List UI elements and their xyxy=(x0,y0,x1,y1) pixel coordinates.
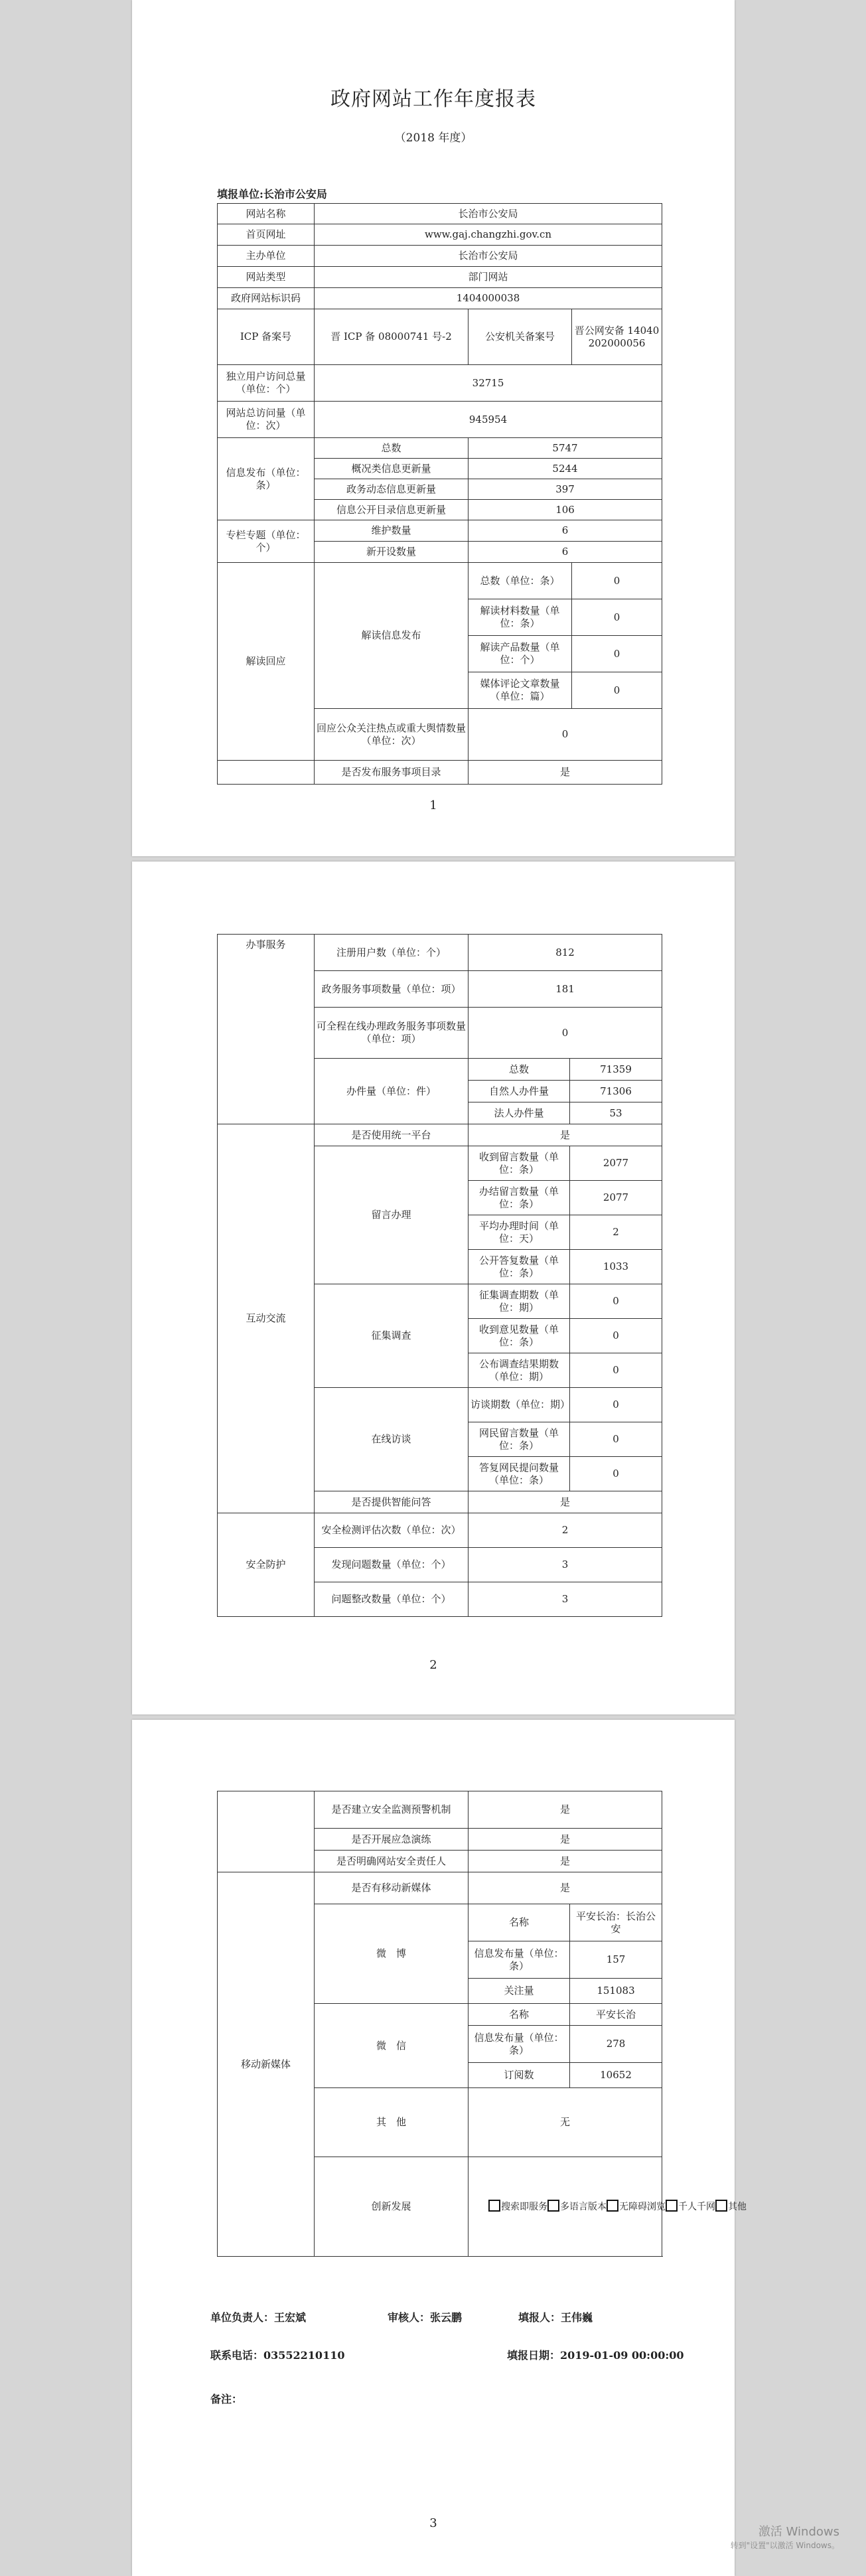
innovation-option[interactable] xyxy=(547,2202,607,2212)
field-label: 办件量（单位：件） xyxy=(315,1059,469,1124)
value-cell: 0 xyxy=(572,636,662,672)
field-label: 解读材料数量（单位：条） xyxy=(469,599,572,636)
field-label: 征集调查期数（单位：期） xyxy=(469,1284,570,1319)
value-cell: 2077 xyxy=(570,1181,662,1215)
filing-unit: 填报单位:长治市公安局 xyxy=(217,188,327,200)
field-label: 是否使用统一平台 xyxy=(315,1124,469,1146)
field-label: 名称 xyxy=(469,2004,570,2026)
value-cell: 0 xyxy=(570,1319,662,1353)
field-label: 信息公开目录信息更新量 xyxy=(315,500,469,520)
field-label: 回应公众关注热点或重大舆情数量（单位：次） xyxy=(315,709,469,761)
field-label: 总数 xyxy=(315,438,469,459)
value-cell: 5244 xyxy=(469,459,662,479)
option-label: 搜索即服务 xyxy=(501,2202,547,2213)
table-row xyxy=(218,1124,662,1146)
field-label: 网站总访问量（单位：次） xyxy=(218,402,315,438)
field-label: 公布调查结果期数（单位：期） xyxy=(469,1353,570,1388)
checkbox[interactable] xyxy=(666,2200,678,2212)
checkbox[interactable] xyxy=(488,2200,500,2212)
value-cell: 278 xyxy=(570,2026,662,2063)
value-cell: 平安长治：长治公安 xyxy=(570,1904,662,1941)
page-number: 1 xyxy=(429,798,437,812)
field-label: 网站名称 xyxy=(218,204,315,224)
field-label: 可全程在线办理政务服务事项数量（单位：项） xyxy=(315,1008,469,1059)
section-label: 专栏专题（单位：个） xyxy=(218,520,315,563)
innovation-options xyxy=(469,2157,747,2257)
section-label: 信息发布（单位：条） xyxy=(218,438,315,520)
value-cell: 平安长治 xyxy=(570,2004,662,2026)
field-label: 维护数量 xyxy=(315,520,469,542)
option-label: 无障碍浏览 xyxy=(619,2202,666,2213)
empty-cell xyxy=(218,1791,315,1872)
table-row xyxy=(218,520,662,542)
value-cell: 3 xyxy=(469,1548,662,1582)
value-cell: 是 xyxy=(469,1829,662,1851)
option-label: 其他 xyxy=(728,2202,747,2213)
field-label: 留言办理 xyxy=(315,1146,469,1284)
section-label: 办事服务 xyxy=(218,935,315,1124)
icp-value: 晋 ICP 备 08000741 号-2 xyxy=(315,309,469,365)
field-label: 办结留言数量（单位：条） xyxy=(469,1181,570,1215)
table-row xyxy=(218,563,662,599)
report-page-1 xyxy=(132,0,735,856)
field-label: 安全检测评估次数（单位：次） xyxy=(315,1513,469,1548)
section-label: 解读回应 xyxy=(218,563,315,761)
report-page-3 xyxy=(132,1720,747,2576)
field-label: 访谈期数（单位：期） xyxy=(469,1388,570,1422)
value-cell: 3 xyxy=(469,1582,662,1617)
field-label: 政府网站标识码 xyxy=(218,288,315,309)
site-type-value: 部门网站 xyxy=(315,267,662,288)
field-label: 公安机关备案号 xyxy=(469,309,572,365)
field-label: 概况类信息更新量 xyxy=(315,459,469,479)
contact-phone: 联系电话：03552210110 xyxy=(210,2349,345,2362)
unit-head: 单位负责人：王宏斌 xyxy=(210,2311,307,2324)
value-cell: 181 xyxy=(469,971,662,1008)
total-visits-value: 945954 xyxy=(315,402,662,438)
value-cell: 0 xyxy=(570,1422,662,1457)
field-label: 主办单位 xyxy=(218,246,315,267)
site-name-value: 长治市公安局 xyxy=(315,204,662,224)
value-cell: 是 xyxy=(469,1491,662,1513)
section-label: 创新发展 xyxy=(315,2157,469,2257)
site-id-value: 1404000038 xyxy=(315,288,662,309)
value-cell: 是 xyxy=(469,1851,662,1872)
value-cell: 6 xyxy=(469,520,662,542)
report-page-2 xyxy=(132,862,735,1714)
field-label: 注册用户数（单位：个） xyxy=(315,935,469,971)
field-label: 收到留言数量（单位：条） xyxy=(469,1146,570,1181)
field-label: 关注量 xyxy=(469,1979,570,2004)
field-label: 订阅数 xyxy=(469,2063,570,2088)
field-label: 其 他 xyxy=(315,2088,469,2157)
field-label: 公开答复数量（单位：条） xyxy=(469,1250,570,1284)
field-label: 名称 xyxy=(469,1904,570,1941)
wechat-label: 微 信 xyxy=(315,2004,469,2088)
field-label: 总数（单位：条） xyxy=(469,563,572,599)
field-label: 信息发布量（单位：条） xyxy=(469,2026,570,2063)
value-cell: 2077 xyxy=(570,1146,662,1181)
value-cell: 2 xyxy=(469,1513,662,1548)
field-label: 解读产品数量（单位：个） xyxy=(469,636,572,672)
value-cell: 0 xyxy=(572,599,662,636)
section-label: 移动新媒体 xyxy=(218,1872,315,2257)
value-cell: 71306 xyxy=(570,1081,662,1102)
table-row xyxy=(218,1872,662,1904)
innovation-option[interactable] xyxy=(607,2202,666,2212)
reviewer: 审核人：张云鹏 xyxy=(388,2311,463,2324)
table-row xyxy=(218,246,662,267)
field-label: 是否开展应急演练 xyxy=(315,1829,469,1851)
basic-info-table xyxy=(217,203,662,785)
value-cell: 0 xyxy=(570,1457,662,1491)
value-cell: 151083 xyxy=(570,1979,662,2004)
weibo-label: 微 博 xyxy=(315,1904,469,2004)
field-label: 收到意见数量（单位：条） xyxy=(469,1319,570,1353)
table-row xyxy=(218,365,662,402)
value-cell: 1033 xyxy=(570,1250,662,1284)
value-cell: 是 xyxy=(469,761,662,785)
value-cell: 0 xyxy=(570,1353,662,1388)
field-label: 是否提供智能问答 xyxy=(315,1491,469,1513)
field-label: 独立用户访问总量（单位：个） xyxy=(218,365,315,402)
field-label: 平均办理时间（单位：天） xyxy=(469,1215,570,1250)
table-row xyxy=(218,935,662,971)
value-cell: 10652 xyxy=(570,2063,662,2088)
field-label: 是否发布服务事项目录 xyxy=(315,761,469,785)
value-cell: 71359 xyxy=(570,1059,662,1081)
field-label: 问题整改数量（单位：个） xyxy=(315,1582,469,1617)
fill-date: 填报日期：2019-01-09 00:00:00 xyxy=(507,2349,684,2362)
field-label: 首页网址 xyxy=(218,224,315,246)
checkbox[interactable] xyxy=(715,2200,727,2212)
value-cell: 0 xyxy=(572,672,662,709)
psb-value: 晋公网安备 14040202000056 xyxy=(572,309,662,365)
activation-watermark-title: 激活 Windows xyxy=(758,2525,839,2539)
value-cell: 397 xyxy=(469,479,662,500)
activation-watermark-text: 转到"设置"以激活 Windows。 xyxy=(730,2541,839,2550)
field-label: 征集调查 xyxy=(315,1284,469,1388)
table-row xyxy=(218,1791,662,1829)
value-cell: 0 xyxy=(572,563,662,599)
field-label: 发现问题数量（单位：个） xyxy=(315,1548,469,1582)
value-cell: 157 xyxy=(570,1941,662,1979)
value-cell: 是 xyxy=(469,1791,662,1829)
field-label: 自然人办件量 xyxy=(469,1081,570,1102)
field-label: 法人办件量 xyxy=(469,1102,570,1124)
table-row xyxy=(218,224,662,246)
field-label: 网民留言数量（单位：条） xyxy=(469,1422,570,1457)
unique-visitors-value: 32715 xyxy=(315,365,662,402)
field-label: 信息发布量（单位：条） xyxy=(469,1941,570,1979)
field-label: 答复网民提问数量（单位：条） xyxy=(469,1457,570,1491)
field-label: 新开设数量 xyxy=(315,542,469,563)
table-row xyxy=(218,402,662,438)
value-cell: 53 xyxy=(570,1102,662,1124)
field-label: 媒体评论文章数量（单位：篇） xyxy=(469,672,572,709)
page-number: 2 xyxy=(429,1658,437,1672)
page-number: 3 xyxy=(429,2516,437,2530)
report-title: 政府网站工作年度报表 xyxy=(330,88,536,111)
value-cell: 6 xyxy=(469,542,662,563)
table-row xyxy=(218,288,662,309)
value-cell: 2 xyxy=(570,1215,662,1250)
field-label: 是否明确网站安全责任人 xyxy=(315,1851,469,1872)
field-label: 是否建立安全监测预警机制 xyxy=(315,1791,469,1829)
table-row xyxy=(218,267,662,288)
field-label: 解读信息发布 xyxy=(315,563,469,709)
table-row xyxy=(218,204,662,224)
value-cell: 106 xyxy=(469,500,662,520)
value-cell: 0 xyxy=(570,1388,662,1422)
value-cell: 是 xyxy=(469,1872,662,1904)
innovation-option[interactable] xyxy=(666,2202,715,2212)
remark: 备注： xyxy=(210,2393,243,2405)
value-cell: 是 xyxy=(469,1124,662,1146)
sponsor-value: 长治市公安局 xyxy=(315,246,662,267)
checkbox[interactable] xyxy=(547,2200,559,2212)
empty-cell xyxy=(218,761,315,785)
table-row xyxy=(218,1513,662,1548)
value-cell: 0 xyxy=(469,709,662,761)
field-label: 网站类型 xyxy=(218,267,315,288)
table-row xyxy=(218,761,662,785)
checkbox[interactable] xyxy=(607,2200,618,2212)
field-label: 在线访谈 xyxy=(315,1388,469,1491)
section-label: 安全防护 xyxy=(218,1513,315,1617)
innovation-option[interactable] xyxy=(715,2202,747,2212)
table-row xyxy=(218,309,662,365)
field-label: 是否有移动新媒体 xyxy=(315,1872,469,1904)
field-label: 政务服务事项数量（单位：项） xyxy=(315,971,469,1008)
value-cell: 812 xyxy=(469,935,662,971)
security-media-table xyxy=(217,1791,747,2257)
report-year: （2018 年度） xyxy=(394,131,472,145)
value-cell: 0 xyxy=(570,1284,662,1319)
section-label: 互动交流 xyxy=(218,1124,315,1513)
option-label: 多语言版本 xyxy=(560,2202,607,2213)
option-label: 千人千网 xyxy=(678,2202,715,2213)
table-row xyxy=(218,438,662,459)
filler: 填报人：王伟巍 xyxy=(518,2311,593,2324)
field-label: ICP 备案号 xyxy=(218,309,315,365)
innovation-option[interactable] xyxy=(488,2202,547,2212)
field-label: 政务动态信息更新量 xyxy=(315,479,469,500)
field-label: 总数 xyxy=(469,1059,570,1081)
value-cell: 5747 xyxy=(469,438,662,459)
service-interaction-table xyxy=(217,934,662,1617)
homepage-url-value: www.gaj.changzhi.gov.cn xyxy=(315,224,662,246)
value-cell: 0 xyxy=(469,1008,662,1059)
value-cell: 无 xyxy=(469,2088,662,2157)
